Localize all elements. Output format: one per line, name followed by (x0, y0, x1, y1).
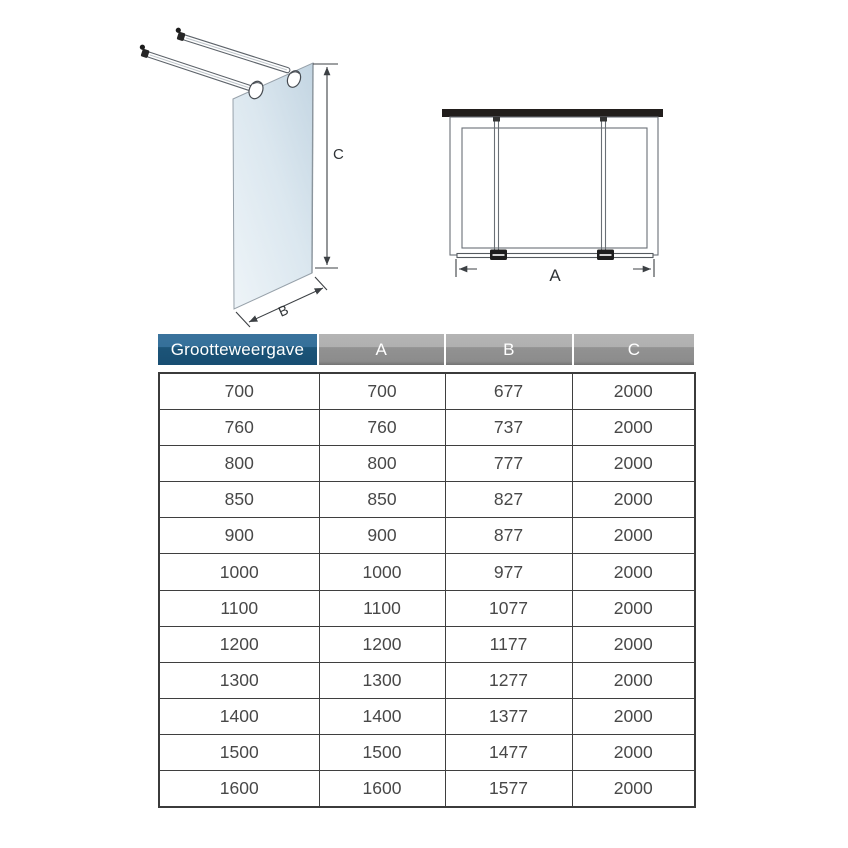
table-cell: 1377 (445, 698, 572, 734)
table-row (159, 518, 695, 554)
table-cell: 900 (159, 518, 319, 554)
width-a-dimension-label: A (549, 266, 561, 285)
top-view-diagram (430, 95, 690, 290)
table-cell: 1500 (159, 734, 319, 770)
table-cell: 850 (159, 482, 319, 518)
table-row (159, 590, 695, 626)
table-cell: 1077 (445, 590, 572, 626)
table-cell: 760 (319, 410, 445, 446)
support-bar-front (137, 44, 265, 101)
table-cell: 900 (319, 518, 445, 554)
table-cell: 700 (319, 373, 445, 410)
table-cell: 1500 (319, 734, 445, 770)
dimension-width-a (456, 259, 654, 285)
table-cell: 760 (159, 410, 319, 446)
table-cell: 2000 (572, 590, 695, 626)
table-cell: 737 (445, 410, 572, 446)
header-cell-a: A (317, 334, 444, 365)
dimension-height (313, 64, 344, 268)
table-cell: 1000 (159, 554, 319, 590)
table-cell: 2000 (572, 771, 695, 808)
table-row (159, 373, 695, 410)
stabilizer-bar (600, 117, 607, 251)
height-dimension-label: C (333, 146, 344, 163)
table-cell: 1277 (445, 662, 572, 698)
table-cell: 827 (445, 482, 572, 518)
table-cell: 2000 (572, 410, 695, 446)
table-cell: 800 (319, 446, 445, 482)
glass-panel (233, 63, 313, 309)
table-cell: 1600 (319, 771, 445, 808)
size-table (158, 334, 694, 808)
size-table-body (158, 372, 696, 808)
glass-clamp-icon (490, 250, 507, 261)
table-cell: 677 (445, 373, 572, 410)
table-cell: 800 (159, 446, 319, 482)
inner-outline (462, 128, 647, 248)
table-cell: 850 (319, 482, 445, 518)
table-cell: 2000 (572, 373, 695, 410)
table-cell: 877 (445, 518, 572, 554)
table-cell: 1300 (159, 662, 319, 698)
table-cell: 2000 (572, 626, 695, 662)
size-table-header (158, 334, 694, 365)
table-cell: 1100 (319, 590, 445, 626)
glass-clamp-icon (597, 250, 614, 261)
table-cell: 2000 (572, 482, 695, 518)
table-cell: 1300 (319, 662, 445, 698)
width-b-dimension-label: B (275, 301, 291, 320)
table-cell: 777 (445, 446, 572, 482)
table-row (159, 446, 695, 482)
table-cell: 1100 (159, 590, 319, 626)
table-row (159, 734, 695, 770)
table-cell: 1000 (319, 554, 445, 590)
table-cell: 1400 (159, 698, 319, 734)
header-cell-size: Grootteweergave (158, 334, 317, 365)
table-cell: 700 (159, 373, 319, 410)
table-cell: 2000 (572, 698, 695, 734)
table-row (159, 626, 695, 662)
header-cell-c: C (572, 334, 694, 365)
table-cell: 977 (445, 554, 572, 590)
table-cell: 1177 (445, 626, 572, 662)
wall-profile (442, 109, 663, 117)
table-row (159, 410, 695, 446)
stabilizer-bar (493, 117, 500, 251)
table-cell: 2000 (572, 554, 695, 590)
table-row (159, 698, 695, 734)
table-row (159, 482, 695, 518)
table-cell: 1477 (445, 734, 572, 770)
table-cell: 2000 (572, 734, 695, 770)
outer-outline (450, 117, 658, 255)
table-row (159, 662, 695, 698)
glass-edge (457, 254, 653, 258)
table-cell: 1577 (445, 771, 572, 808)
table-row (159, 771, 695, 808)
table-cell: 2000 (572, 662, 695, 698)
table-cell: 2000 (572, 518, 695, 554)
table-cell: 1600 (159, 771, 319, 808)
table-row (159, 554, 695, 590)
side-view-diagram (120, 20, 370, 335)
table-cell: 1400 (319, 698, 445, 734)
table-cell: 1200 (159, 626, 319, 662)
table-cell: 1200 (319, 626, 445, 662)
header-cell-b: B (444, 334, 572, 365)
table-cell: 2000 (572, 446, 695, 482)
